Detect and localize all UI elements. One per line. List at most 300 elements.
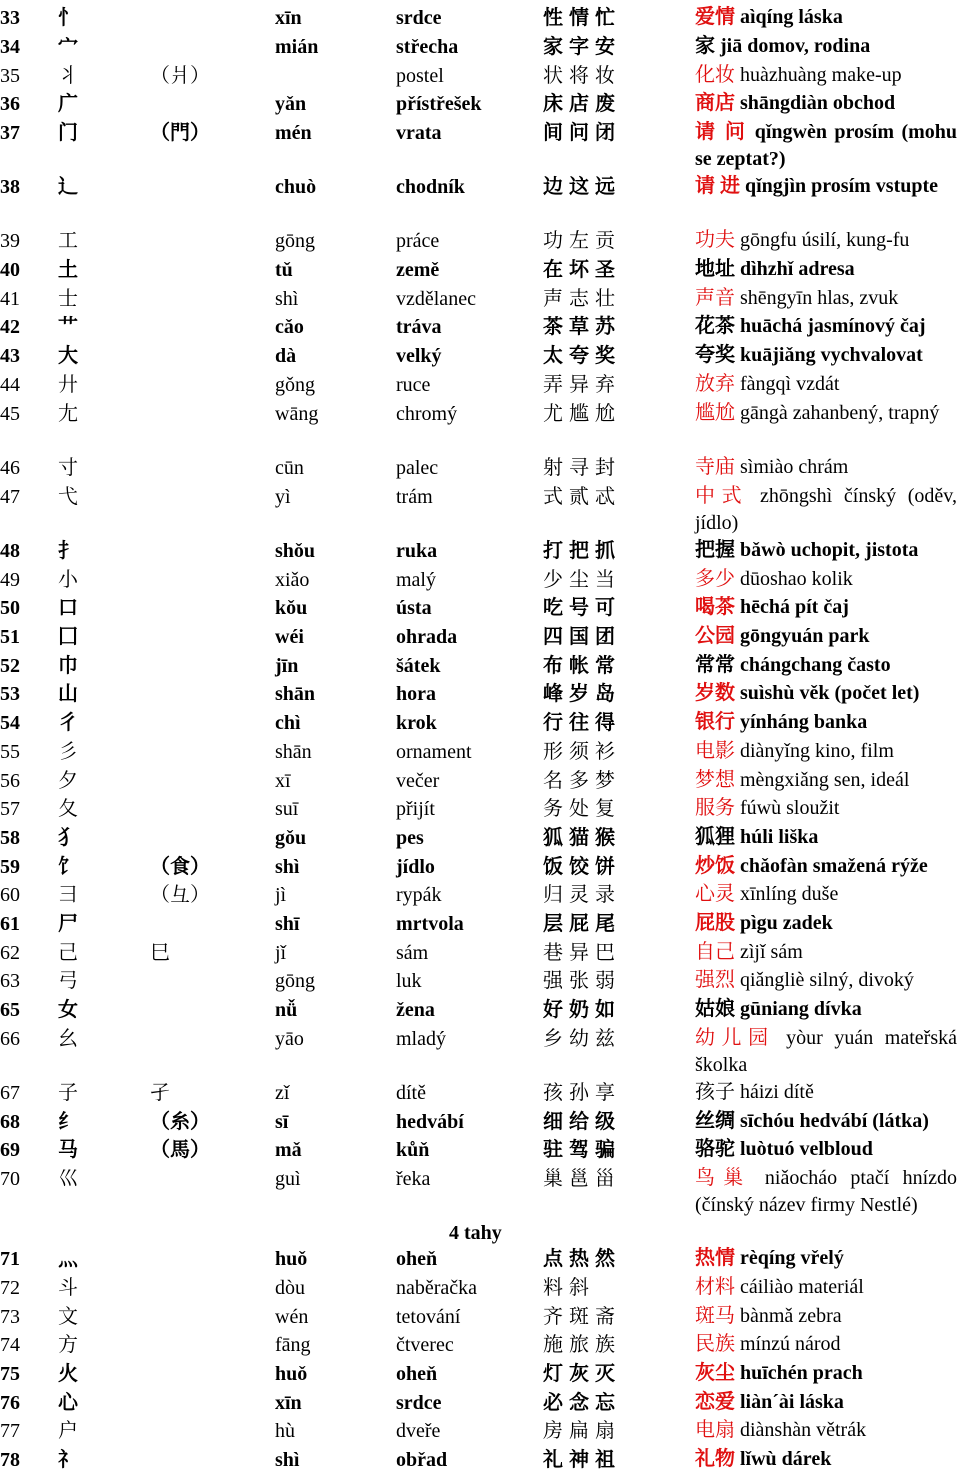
table-row — [0, 1303, 960, 1331]
example-word — [695, 4, 957, 31]
example-word — [695, 939, 957, 966]
table-row — [0, 1245, 960, 1273]
example-translation: qǐngwèn prosím (mohu se zeptat?) — [695, 121, 958, 170]
example-word — [695, 910, 957, 937]
row-number: 73 — [0, 1306, 20, 1328]
row-number: 69 — [0, 1139, 20, 1161]
highlighted-word: 炒饭 — [695, 855, 735, 877]
example-characters: 打把抓 — [543, 540, 621, 562]
row-number: 42 — [0, 316, 20, 338]
radical-variant: （彑） — [150, 884, 210, 906]
example-word — [695, 1165, 957, 1219]
table-row — [0, 119, 960, 170]
radical-variant: 孑 — [150, 1082, 170, 1104]
row-number: 39 — [0, 230, 20, 252]
example-characters: 布帐常 — [543, 655, 621, 677]
example-word — [695, 709, 957, 736]
czech-meaning: pes — [396, 827, 424, 849]
example-word — [695, 1303, 957, 1330]
example-word — [695, 33, 957, 60]
czech-meaning: srdce — [396, 7, 442, 29]
row-number: 60 — [0, 884, 20, 906]
radical-variant: 巳 — [150, 942, 170, 964]
table-row — [0, 680, 960, 708]
example-translation: aìqíng láska — [735, 6, 843, 28]
example-translation: qǐngjìn prosím vstupte — [740, 175, 939, 197]
radical: 己 — [58, 942, 78, 964]
example-characters: 细给级 — [543, 1111, 621, 1133]
radical: 户 — [58, 1420, 78, 1442]
radical: 廾 — [58, 374, 78, 396]
example-word — [695, 537, 957, 564]
table-row — [0, 1389, 960, 1417]
highlighted-word: 民族 — [695, 1333, 735, 1355]
radical: 弓 — [58, 970, 78, 992]
table-row — [0, 62, 960, 90]
row-number: 58 — [0, 827, 20, 849]
table-row — [0, 400, 960, 428]
example-word — [695, 738, 957, 765]
czech-meaning: srdce — [396, 1392, 442, 1414]
highlighted-word: 中式 — [695, 485, 749, 507]
row-number: 56 — [0, 770, 20, 792]
czech-meaning: trám — [396, 486, 433, 508]
pinyin: shì — [275, 1449, 300, 1471]
highlighted-word: 热情 — [695, 1247, 735, 1269]
table-row — [0, 853, 960, 881]
czech-meaning: mrtvola — [396, 913, 464, 935]
example-word — [695, 1079, 957, 1106]
pinyin: hù — [275, 1420, 295, 1442]
example-translation: 狐狸 húli liška — [695, 826, 819, 848]
table-row — [0, 90, 960, 118]
example-translation: gōngfu úsilí, kung-fu — [735, 229, 910, 251]
example-word — [695, 1417, 957, 1444]
radical: 灬 — [58, 1248, 78, 1270]
row-number: 47 — [0, 486, 20, 508]
row-number: 76 — [0, 1392, 20, 1414]
example-characters: 齐斑斋 — [543, 1306, 621, 1328]
radical: 门 — [58, 122, 78, 144]
radical-variant: （馬） — [150, 1139, 210, 1161]
example-translation: sìmiào chrám — [735, 456, 849, 478]
pinyin: huǒ — [275, 1363, 308, 1385]
table-row — [0, 256, 960, 284]
pinyin: wāng — [275, 403, 319, 425]
radical: 工 — [58, 230, 78, 252]
pinyin: chuò — [275, 176, 317, 198]
czech-meaning: ornament — [396, 741, 472, 763]
highlighted-word: 寺庙 — [695, 456, 735, 478]
czech-meaning: přístřešek — [396, 93, 482, 115]
pinyin: cǎo — [275, 316, 304, 338]
czech-meaning: vrata — [396, 122, 442, 144]
radical-variant: （糸） — [150, 1111, 210, 1133]
example-characters: 施旅族 — [543, 1334, 621, 1356]
radical: 小 — [58, 569, 78, 591]
pinyin: jǐ — [275, 942, 287, 964]
row-number: 33 — [0, 7, 20, 29]
czech-meaning: tetování — [396, 1306, 461, 1328]
example-characters: 饭饺饼 — [543, 856, 621, 878]
example-translation: lǐwù dárek — [735, 1448, 832, 1470]
pinyin: suī — [275, 798, 299, 820]
row-number: 51 — [0, 626, 20, 648]
example-characters: 少尘当 — [543, 569, 621, 591]
row-number: 66 — [0, 1028, 20, 1050]
example-characters: 在坏圣 — [543, 259, 621, 281]
example-characters: 孩孙享 — [543, 1082, 621, 1104]
example-word — [695, 1245, 957, 1272]
example-characters: 床店废 — [543, 93, 621, 115]
radical: 巛 — [58, 1168, 78, 1190]
row-number: 77 — [0, 1420, 20, 1442]
pinyin: mǎ — [275, 1139, 302, 1161]
pinyin: zǐ — [275, 1082, 290, 1104]
radical: 辶 — [58, 176, 78, 198]
example-word — [695, 680, 957, 707]
radical: 土 — [58, 259, 78, 281]
pinyin: jīn — [275, 655, 299, 677]
example-characters: 吃号可 — [543, 597, 621, 619]
table-row — [0, 566, 960, 594]
example-translation: cáiliào materiál — [735, 1276, 864, 1298]
example-translation: qiǎngliè silný, divoký — [735, 969, 914, 991]
example-word — [695, 1331, 957, 1358]
example-word — [695, 371, 957, 398]
highlighted-word: 礼物 — [695, 1448, 735, 1470]
highlighted-word: 幼儿园 — [695, 1027, 775, 1049]
czech-meaning: oheň — [396, 1363, 438, 1385]
row-number: 78 — [0, 1449, 20, 1471]
table-row — [0, 910, 960, 938]
table-row — [0, 454, 960, 482]
example-word — [695, 996, 957, 1023]
radical: 寸 — [58, 457, 78, 479]
pinyin: shì — [275, 856, 300, 878]
example-word — [695, 285, 957, 312]
highlighted-word: 自己 — [695, 941, 735, 963]
pinyin: shǒu — [275, 540, 316, 562]
radical: 彐 — [58, 884, 78, 906]
czech-meaning: oheň — [396, 1248, 438, 1270]
table-row — [0, 939, 960, 967]
example-translation: zhōngshì čínský (oděv, jídlo) — [695, 485, 958, 534]
pinyin: gǒu — [275, 827, 307, 849]
table-row — [0, 795, 960, 823]
pinyin: shān — [275, 741, 312, 763]
czech-meaning: práce — [396, 230, 440, 252]
example-translation: suìshù věk (počet let) — [735, 682, 920, 704]
row-number: 67 — [0, 1082, 20, 1104]
example-translation: rèqíng vřelý — [735, 1247, 844, 1269]
czech-meaning: žena — [396, 999, 435, 1021]
radical: 幺 — [58, 1028, 78, 1050]
example-characters: 强张弱 — [543, 970, 621, 992]
czech-meaning: rypák — [396, 884, 442, 906]
radical: 口 — [58, 597, 78, 619]
highlighted-word: 功夫 — [695, 229, 735, 251]
radical: 夂 — [58, 798, 78, 820]
czech-meaning: jídlo — [396, 856, 435, 878]
pinyin: sī — [275, 1111, 289, 1133]
row-number: 48 — [0, 540, 20, 562]
highlighted-word: 心灵 — [695, 883, 735, 905]
czech-meaning: tráva — [396, 316, 442, 338]
example-word — [695, 173, 957, 200]
example-characters: 灯灰灭 — [543, 1363, 621, 1385]
table-row — [0, 1079, 960, 1107]
table-row — [0, 483, 960, 534]
highlighted-word: 商店 — [695, 92, 735, 114]
example-characters: 弄异弃 — [543, 374, 621, 396]
example-word — [695, 227, 957, 254]
example-word — [695, 256, 957, 283]
radical: 饣 — [58, 856, 78, 878]
row-number: 43 — [0, 345, 20, 367]
example-characters: 料斜 — [543, 1277, 595, 1299]
highlighted-word: 鸟巢 — [695, 1167, 752, 1189]
example-translation: huīchén prach — [735, 1362, 863, 1384]
czech-meaning: malý — [396, 569, 436, 591]
row-number: 44 — [0, 374, 20, 396]
czech-meaning: hedvábí — [396, 1111, 464, 1133]
czech-meaning: večer — [396, 770, 440, 792]
example-translation: diànyǐng kino, film — [735, 740, 894, 762]
row-number: 61 — [0, 913, 20, 935]
radical: 火 — [58, 1363, 78, 1385]
table-row — [0, 1108, 960, 1136]
example-characters: 巷异巴 — [543, 942, 621, 964]
czech-meaning: velký — [396, 345, 442, 367]
example-translation: dūoshao kolik — [735, 568, 853, 590]
table-row — [0, 4, 960, 32]
czech-meaning: ústa — [396, 597, 432, 619]
example-word — [695, 1108, 957, 1135]
pinyin: mián — [275, 36, 319, 58]
example-word — [695, 623, 957, 650]
example-word — [695, 795, 957, 822]
example-translation: chǎofàn smažená rýže — [735, 855, 928, 877]
row-number: 34 — [0, 36, 20, 58]
row-number: 72 — [0, 1277, 20, 1299]
table-row — [0, 623, 960, 651]
czech-meaning: střecha — [396, 36, 459, 58]
example-characters: 声志壮 — [543, 288, 621, 310]
czech-meaning: kůň — [396, 1139, 430, 1161]
pinyin: guì — [275, 1168, 301, 1190]
pinyin: xīn — [275, 7, 302, 29]
radical: 广 — [58, 93, 78, 115]
example-translation: 地址 dìhzhǐ adresa — [695, 258, 855, 280]
czech-meaning: přijít — [396, 798, 435, 820]
pinyin: gǒng — [275, 374, 315, 396]
table-row — [0, 1331, 960, 1359]
pinyin: jì — [275, 884, 287, 906]
example-word — [695, 1360, 957, 1387]
example-translation: huàzhuàng make-up — [735, 64, 902, 86]
czech-meaning: ruce — [396, 374, 431, 396]
row-number: 53 — [0, 683, 20, 705]
example-translation: 丝绸 sīchóu hedvábí (látka) — [695, 1110, 929, 1132]
czech-meaning: mladý — [396, 1028, 446, 1050]
row-number: 74 — [0, 1334, 20, 1356]
radical: 方 — [58, 1334, 78, 1356]
highlighted-word: 公园 — [695, 625, 735, 647]
example-characters: 射寻封 — [543, 457, 621, 479]
example-translation: gōngyuán park — [735, 625, 870, 647]
row-number: 71 — [0, 1248, 20, 1270]
radical: 士 — [58, 288, 78, 310]
example-characters: 务处复 — [543, 798, 621, 820]
pinyin: wén — [275, 1306, 309, 1328]
czech-meaning: ruka — [396, 540, 438, 562]
highlighted-word: 恋爱 — [695, 1391, 735, 1413]
example-characters: 状将妆 — [543, 65, 621, 87]
example-word — [695, 90, 957, 117]
example-word — [695, 1389, 957, 1416]
example-word — [695, 483, 957, 537]
example-translation: yòur yuán mateřská školka — [695, 1027, 957, 1076]
pinyin: gōng — [275, 230, 315, 252]
table-row — [0, 285, 960, 313]
radical: 彳 — [58, 712, 78, 734]
table-row — [0, 996, 960, 1024]
row-number: 38 — [0, 176, 20, 198]
czech-meaning: země — [396, 259, 440, 281]
example-translation: shāngdiàn obchod — [735, 92, 896, 114]
highlighted-word: 尴尬 — [695, 402, 735, 424]
example-translation: gāngà zahanbený, trapný — [735, 402, 940, 424]
row-number: 70 — [0, 1168, 20, 1190]
highlighted-word: 银行 — [695, 711, 735, 733]
example-translation: 把握 bǎwò uchopit, jistota — [695, 539, 919, 561]
pinyin: huǒ — [275, 1248, 308, 1270]
table-row — [0, 967, 960, 995]
radical: 斗 — [58, 1277, 78, 1299]
radical: 囗 — [58, 626, 78, 648]
example-word — [695, 313, 957, 340]
example-characters: 太夸奖 — [543, 345, 621, 367]
example-word — [695, 566, 957, 593]
example-characters: 好奶如 — [543, 999, 621, 1021]
highlighted-word: 请 进 — [695, 175, 740, 197]
highlighted-word: 化妆 — [695, 64, 735, 86]
highlighted-word: 电扇 — [695, 1419, 735, 1441]
pinyin: shī — [275, 913, 300, 935]
pinyin: xiǎo — [275, 569, 310, 591]
example-characters: 狐猫猴 — [543, 827, 621, 849]
example-characters: 点热然 — [543, 1248, 621, 1270]
pinyin: wéi — [275, 626, 304, 648]
example-characters: 家字安 — [543, 36, 621, 58]
example-word — [695, 652, 957, 679]
example-translation: 孩子 háizi dítě — [695, 1081, 814, 1103]
radical-variant: （門） — [150, 122, 210, 144]
example-translation: bànmǎ zebra — [735, 1305, 842, 1327]
radical: 尢 — [58, 403, 78, 425]
table-row — [0, 33, 960, 61]
radical-variant: （食） — [150, 856, 210, 878]
example-word — [695, 119, 957, 173]
pinyin: yǎn — [275, 93, 307, 115]
example-characters: 必念忘 — [543, 1392, 621, 1414]
table-row — [0, 1360, 960, 1388]
example-translation: liàn´ài láska — [735, 1391, 844, 1413]
example-translation: fàngqì vzdát — [735, 373, 840, 395]
czech-meaning: čtverec — [396, 1334, 454, 1356]
highlighted-word: 灰尘 — [695, 1362, 735, 1384]
highlighted-word: 梦想 — [695, 769, 735, 791]
example-word — [695, 881, 957, 908]
example-translation: 花茶 huāchá jasmínový čaj — [695, 315, 926, 337]
example-characters: 乡幼兹 — [543, 1028, 621, 1050]
pinyin: tǔ — [275, 259, 293, 281]
row-number: 52 — [0, 655, 20, 677]
pinyin: yì — [275, 486, 291, 508]
czech-meaning: dveře — [396, 1420, 441, 1442]
row-number: 37 — [0, 122, 20, 144]
table-row — [0, 1165, 960, 1216]
czech-meaning: sám — [396, 942, 429, 964]
highlighted-word: 喝茶 — [695, 596, 735, 618]
row-number: 63 — [0, 970, 20, 992]
pinyin: xīn — [275, 1392, 302, 1414]
example-translation: 常常 chángchang často — [695, 654, 891, 676]
pinyin: mén — [275, 122, 312, 144]
czech-meaning: chromý — [396, 403, 458, 425]
example-translation: 家 jiā domov, rodina — [695, 35, 871, 57]
example-characters: 边这远 — [543, 176, 621, 198]
example-characters: 功左贡 — [543, 230, 621, 252]
example-word — [695, 767, 957, 794]
example-characters: 行往得 — [543, 712, 621, 734]
pinyin: xī — [275, 770, 291, 792]
example-translation: niǎocháo ptačí hnízdo (čínský název firmy Nestlé) — [695, 1167, 957, 1216]
radical: 扌 — [58, 540, 78, 562]
radical: 文 — [58, 1306, 78, 1328]
example-translation: pìgu zadek — [735, 912, 833, 934]
radical: 马 — [58, 1139, 78, 1161]
pinyin: chì — [275, 712, 301, 734]
highlighted-word: 声音 — [695, 287, 735, 309]
example-translation: 夸奖 kuājiǎng vychvalovat — [695, 344, 923, 366]
radical: 忄 — [58, 7, 78, 29]
czech-meaning: ohrada — [396, 626, 458, 648]
example-word — [695, 594, 957, 621]
example-translation: fúwù sloužit — [735, 797, 840, 819]
example-characters: 巢邕甾 — [543, 1168, 621, 1190]
radical: 弋 — [58, 486, 78, 508]
pinyin: cūn — [275, 457, 304, 479]
example-word — [695, 1136, 957, 1163]
highlighted-word: 材料 — [695, 1276, 735, 1298]
highlighted-word: 斑马 — [695, 1305, 735, 1327]
radical: 子 — [58, 1082, 78, 1104]
radical: 女 — [58, 999, 78, 1021]
radical: 纟 — [58, 1111, 78, 1133]
czech-meaning: luk — [396, 970, 422, 992]
row-number: 75 — [0, 1363, 20, 1385]
example-word — [695, 1446, 957, 1473]
radical: 山 — [58, 683, 78, 705]
row-number: 57 — [0, 798, 20, 820]
example-characters: 尤尴尬 — [543, 403, 621, 425]
radical: 丬 — [58, 65, 78, 87]
example-characters: 礼神祖 — [543, 1449, 621, 1471]
czech-meaning: naběračka — [396, 1277, 478, 1299]
highlighted-word: 电影 — [695, 740, 735, 762]
